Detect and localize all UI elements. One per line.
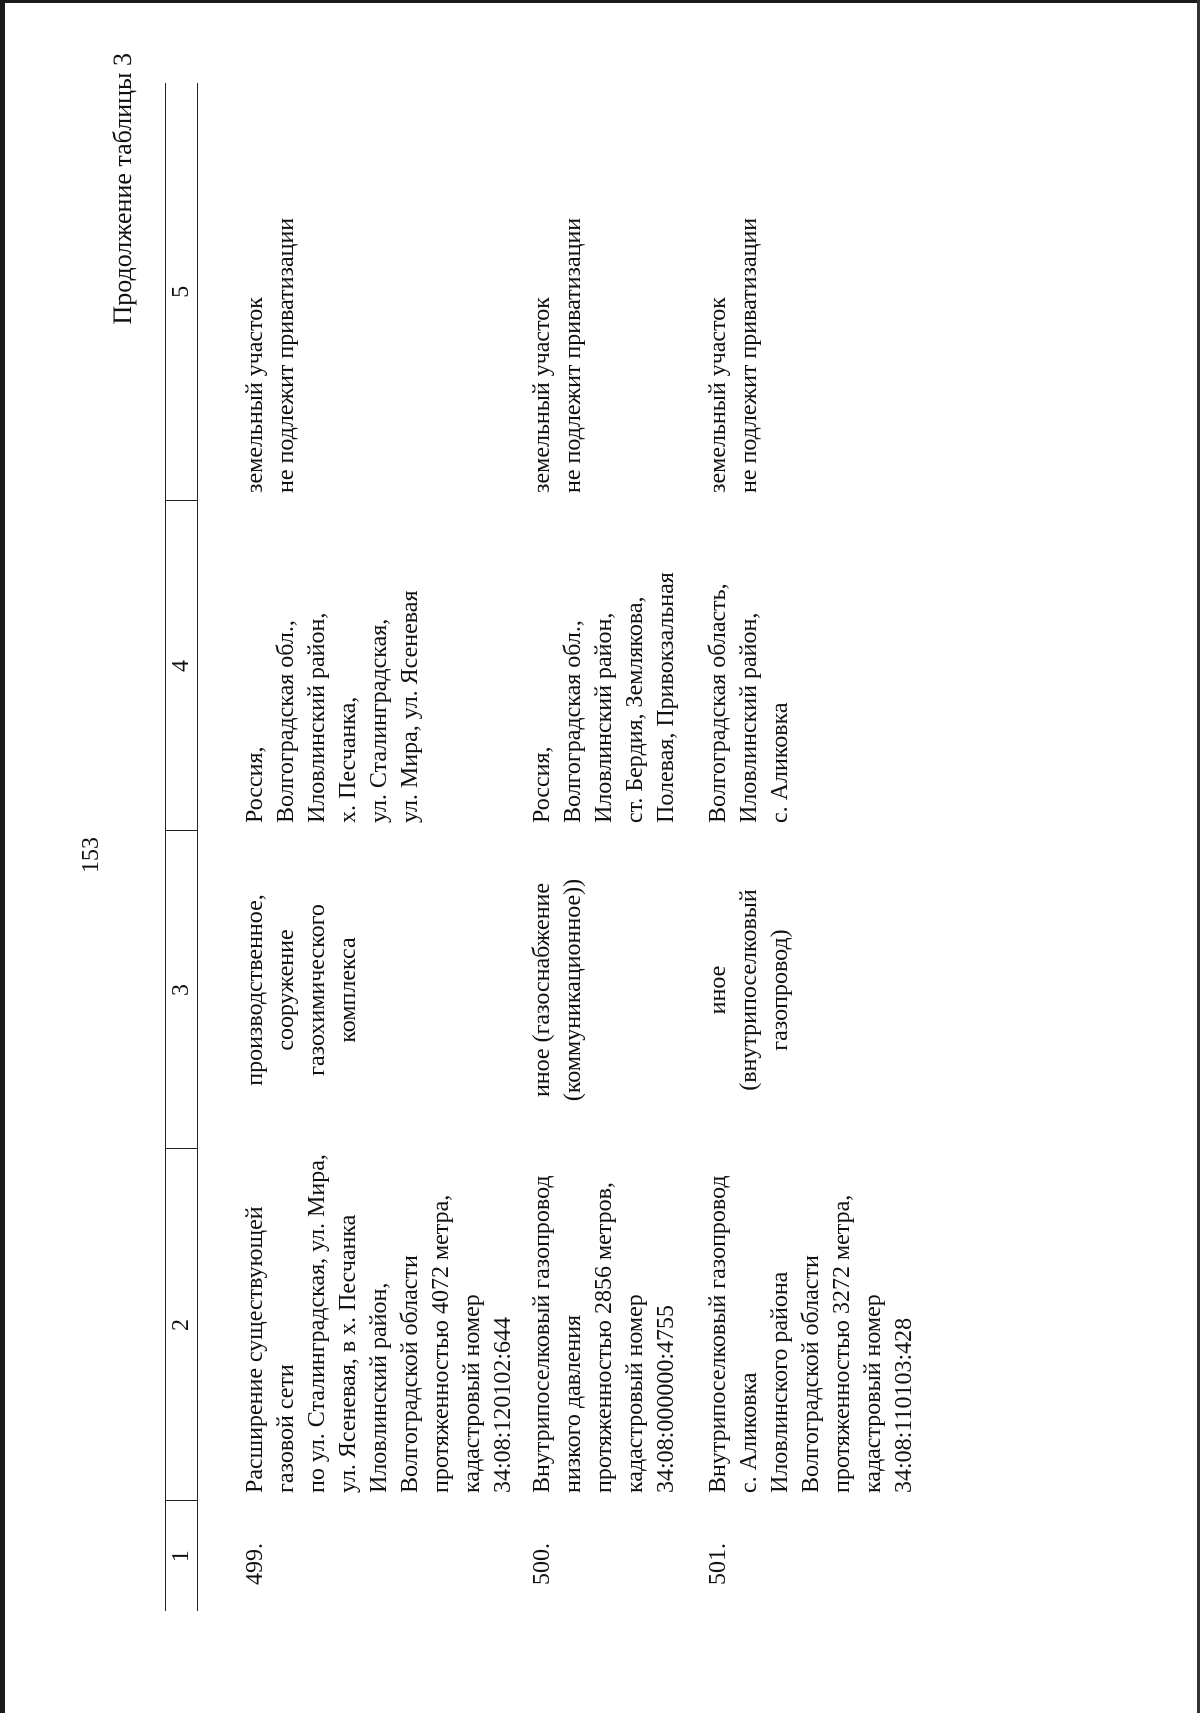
row-number: 500. — [529, 1543, 555, 1585]
type-line: производственное, — [242, 894, 268, 1086]
note-line: не подлежит приватизации — [560, 217, 586, 493]
object-description — [519, 1149, 695, 1501]
table-row — [695, 83, 920, 1611]
table-row — [519, 83, 695, 1611]
type-line: газопровод) — [767, 929, 793, 1051]
type-line: газохимического — [304, 904, 330, 1076]
object-type — [198, 831, 520, 1149]
type-line: (внутрипоселковый — [736, 889, 762, 1091]
address-line: Волгоградская обл., — [560, 620, 586, 823]
column-header-3: 3 — [166, 831, 198, 1149]
description-line: Расширение существующей — [242, 1206, 268, 1493]
object-address — [695, 501, 920, 831]
object-address — [519, 501, 695, 831]
object-note — [519, 83, 695, 501]
address-line: Иловлинский район, — [736, 612, 762, 823]
address-line: с. Аликовка — [767, 702, 793, 823]
column-header-2: 2 — [166, 1149, 198, 1501]
object-note — [198, 83, 520, 501]
object-note — [695, 83, 920, 501]
table-caption: Продолжение таблицы 3 — [108, 53, 137, 325]
column-header-1: 1 — [166, 1501, 198, 1611]
table-header-row — [166, 83, 198, 1611]
note-line: земельный участок — [705, 297, 731, 493]
description-line: ул. Ясеневая, в х. Песчанка — [335, 1214, 361, 1493]
description-line: протяженностью 3272 метра, — [829, 1194, 855, 1493]
description-line: 34:08:120102:644 — [490, 1316, 516, 1493]
object-type — [519, 831, 695, 1149]
description-line: протяженностью 2856 метров, — [591, 1182, 617, 1493]
property-registry-table — [165, 83, 920, 1611]
column-header-4: 4 — [166, 501, 198, 831]
column-header-5: 5 — [166, 83, 198, 501]
address-line: ст. Бердия, Землякова, — [622, 596, 648, 823]
address-line: Иловлинский район, — [304, 612, 330, 823]
type-line: (коммуникационное)) — [560, 878, 586, 1102]
object-address — [198, 501, 520, 831]
note-line: земельный участок — [242, 297, 268, 493]
description-line: 34:08:000000:4755 — [653, 1304, 679, 1493]
note-line: земельный участок — [529, 297, 555, 493]
object-type — [695, 831, 920, 1149]
description-line: с. Аликовка — [736, 1372, 762, 1493]
description-line: Волгоградской области — [798, 1255, 824, 1493]
note-line: не подлежит приватизации — [736, 217, 762, 493]
address-line: Россия, — [529, 746, 555, 823]
description-line: по ул. Сталинградская, ул. Мира, — [304, 1154, 330, 1493]
description-line: кадастровый номер — [860, 1294, 886, 1493]
type-line: иное (газоснабжение — [529, 882, 555, 1098]
description-line: 34:08:110103:428 — [891, 1317, 917, 1493]
address-line: Иловлинский район, — [591, 612, 617, 823]
address-line: Полевая, Привокзальная — [653, 572, 679, 823]
description-line: Иловлинский район, — [366, 1282, 392, 1493]
row-number: 501. — [705, 1543, 731, 1585]
type-line: комплекса — [335, 937, 361, 1043]
description-line: Волгоградской области — [397, 1255, 423, 1493]
address-line: Россия, — [242, 746, 268, 823]
description-line: протяженностью 4072 метра, — [428, 1194, 454, 1493]
page-number: 153 — [78, 837, 104, 873]
address-line: Волгоградская область, — [705, 583, 731, 823]
address-line: ул. Мира, ул. Ясеневая — [397, 590, 423, 823]
row-number: 499. — [242, 1543, 268, 1585]
table-row — [198, 83, 520, 1611]
address-line: х. Песчанка, — [335, 696, 361, 823]
description-line: кадастровый номер — [459, 1294, 485, 1493]
address-line: Волгоградская обл., — [273, 620, 299, 823]
description-line: Иловлинского района — [767, 1271, 793, 1493]
address-line: ул. Сталинградская, — [366, 618, 392, 823]
description-line: Внутрипоселковый газопровод — [529, 1175, 555, 1493]
description-line: газовой сети — [273, 1364, 299, 1493]
description-line: Внутрипоселковый газопровод — [705, 1175, 731, 1493]
type-line: иное — [705, 965, 731, 1015]
description-line: кадастровый номер — [622, 1294, 648, 1493]
note-line: не подлежит приватизации — [273, 217, 299, 493]
type-line: сооружение — [273, 929, 299, 1051]
description-line: низкого давления — [560, 1314, 586, 1493]
object-description — [695, 1149, 920, 1501]
object-description — [198, 1149, 520, 1501]
